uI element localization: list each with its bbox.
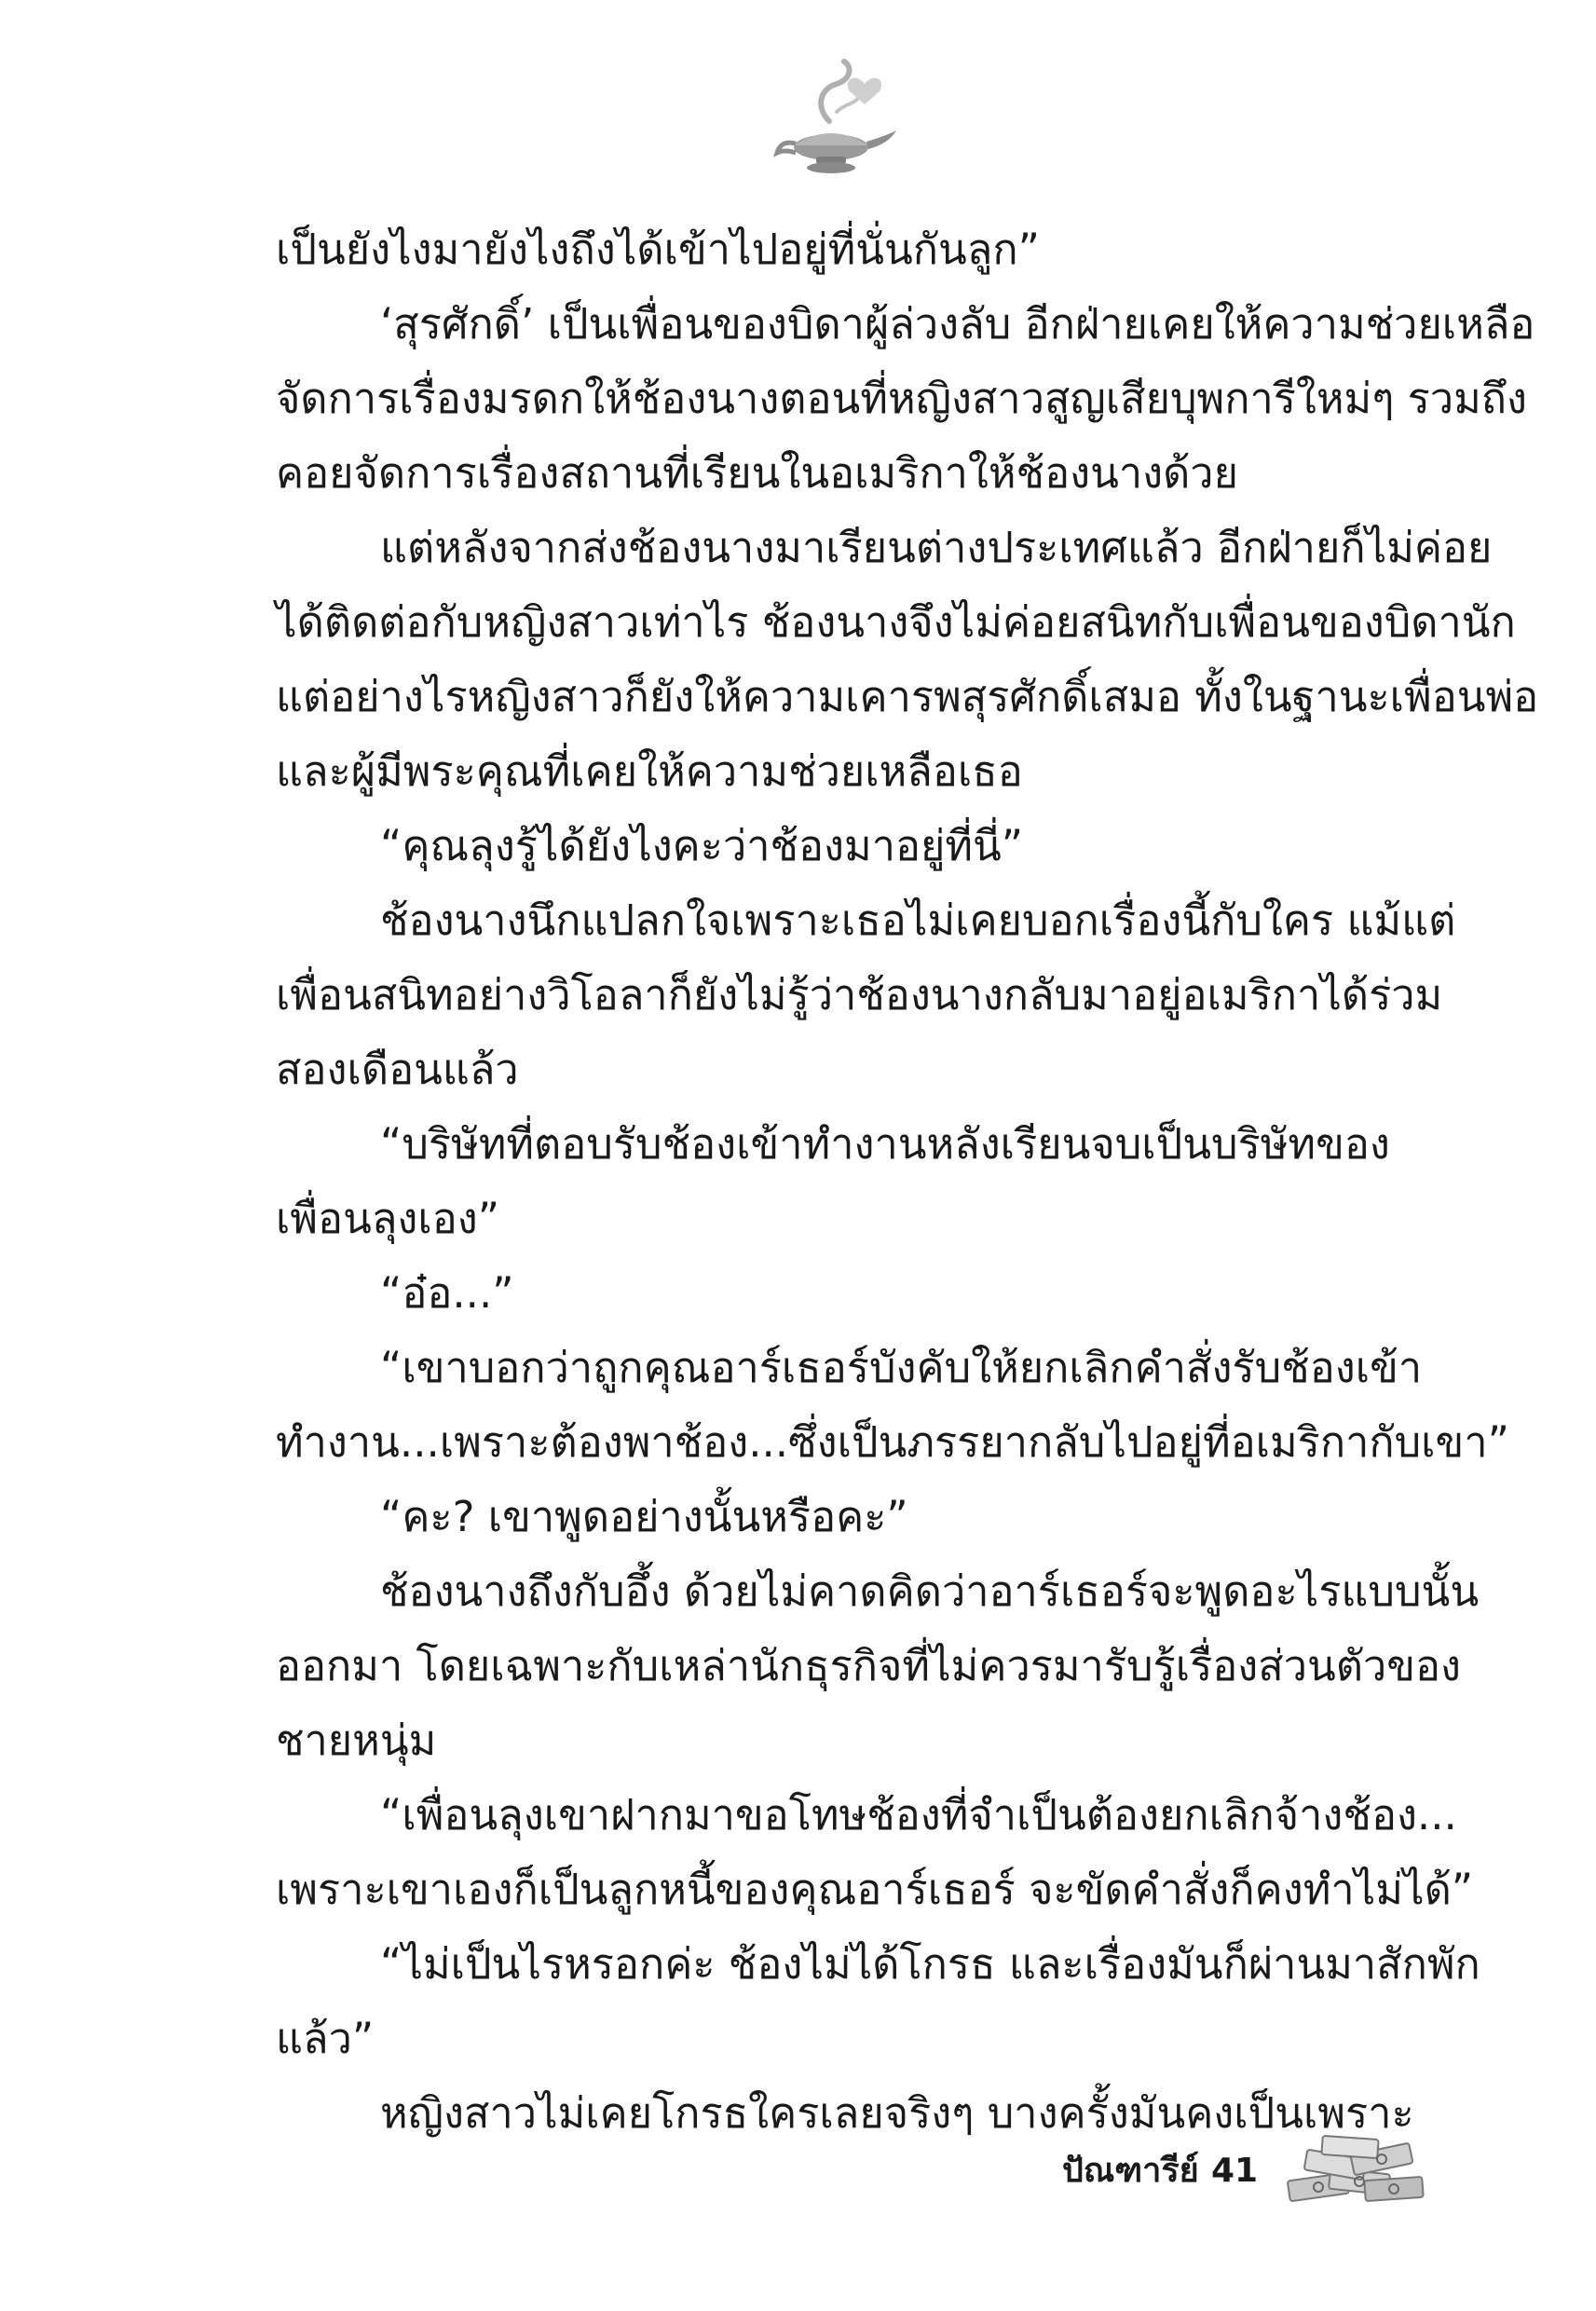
- text-line: แล้ว”: [276, 2014, 375, 2063]
- body-text: [276, 212, 1539, 2151]
- text-line: “คุณลุงรู้ได้ยังไงคะว่าช้องมาอยู่ที่นี่”: [380, 821, 1024, 870]
- text-line: “อ๋อ...”: [380, 1268, 514, 1318]
- text-line: “เขาบอกว่าถูกคุณอาร์เธอร์บังคับให้ยกเลิกคำสั่งรับช้องเข้า: [380, 1343, 1423, 1392]
- genie-lamp-icon: [764, 56, 904, 177]
- text-line: ชายหนุ่ม: [276, 1716, 437, 1765]
- text-line: “ไม่เป็นไรหรอกค่ะ ช้องไม่ได้โกรธ และเรื่องมันก็ผ่านมาสักพัก: [380, 1939, 1480, 1989]
- text-line: ออกมา โดยเฉพาะกับเหล่านักธุรกิจที่ไม่ควรมารับรู้เรื่องส่วนตัวของ: [276, 1641, 1462, 1690]
- text-line: เพื่อนสนิทอย่างวิโอลาก็ยังไม่รู้ว่าช้องนางกลับมาอยู่อเมริกาได้ร่วม: [276, 970, 1443, 1019]
- text-line: แต่อย่างไรหญิงสาวก็ยังให้ความเคารพสุรศักดิ์เสมอ ทั้งในฐานะเพื่อนพ่อ: [276, 672, 1539, 721]
- money-stack-icon: [1281, 2134, 1430, 2208]
- text-line: จัดการเรื่องมรดกให้ช้องนางตอนที่หญิงสาวสูญเสียบุพการีใหม่ๆ รวมถึง: [276, 374, 1527, 423]
- text-line: คอยจัดการเรื่องสถานที่เรียนในอเมริกาให้ช้องนางด้วย: [276, 448, 1238, 498]
- text-line: ‘สุรศักดิ์’ เป็นเพื่อนของบิดาผู้ล่วงลับ อีกฝ่ายเคยให้ความช่วยเหลือ: [380, 299, 1535, 349]
- book-title: ปัณฑารีย์: [1062, 2152, 1199, 2190]
- text-line: เพราะเขาเองก็เป็นลูกหนี้ของคุณอาร์เธอร์ จะขัดคำสั่งก็คงทำไม่ได้”: [276, 1865, 1474, 1914]
- text-line: “เพื่อนลุงเขาฝากมาขอโทษช้องที่จำเป็นต้องยกเลิกจ้างช้อง...: [380, 1790, 1457, 1839]
- text-line: เป็นยังไงมายังไงถึงได้เข้าไปอยู่ที่นั่นกันลูก”: [276, 225, 1040, 274]
- text-line: เพื่อนลุงเอง”: [276, 1194, 500, 1243]
- text-line: ช้องนางนึกแปลกใจเพราะเธอไม่เคยบอกเรื่องนี้กับใคร แม้แต่: [380, 896, 1456, 945]
- text-line: ได้ติดต่อกับหญิงสาวเท่าไร ช้องนางจึงไม่ค่อยสนิทกับเพื่อนของบิดานัก: [276, 597, 1516, 647]
- text-line: แต่หลังจากส่งช้องนางมาเรียนต่างประเทศแล้ว อีกฝ่ายก็ไม่ค่อย: [380, 523, 1493, 572]
- page-number: 41: [1211, 2152, 1259, 2190]
- text-line: “บริษัทที่ตอบรับช้องเข้าทำงานหลังเรียนจบเป็นบริษัทของ: [380, 1119, 1390, 1169]
- text-line: ช้องนางถึงกับอึ้ง ด้วยไม่คาดคิดว่าอาร์เธอร์จะพูดอะไรแบบนั้น: [380, 1566, 1480, 1616]
- text-line: หญิงสาวไม่เคยโกรธใครเลยจริงๆ บางครั้งมันคงเป็นเพราะ: [380, 2088, 1414, 2138]
- text-line: สองเดือนแล้ว: [276, 1045, 519, 1094]
- text-line: “คะ? เขาพูดอย่างนั้นหรือคะ”: [380, 1492, 908, 1541]
- page-footer: [0, 2134, 1596, 2208]
- text-line: ทำงาน...เพราะต้องพาช้อง...ซึ่งเป็นภรรยากลับไปอยู่ที่อเมริกากับเขา”: [276, 1417, 1509, 1467]
- text-line: และผู้มีพระคุณที่เคยให้ความช่วยเหลือเธอ: [276, 746, 1023, 796]
